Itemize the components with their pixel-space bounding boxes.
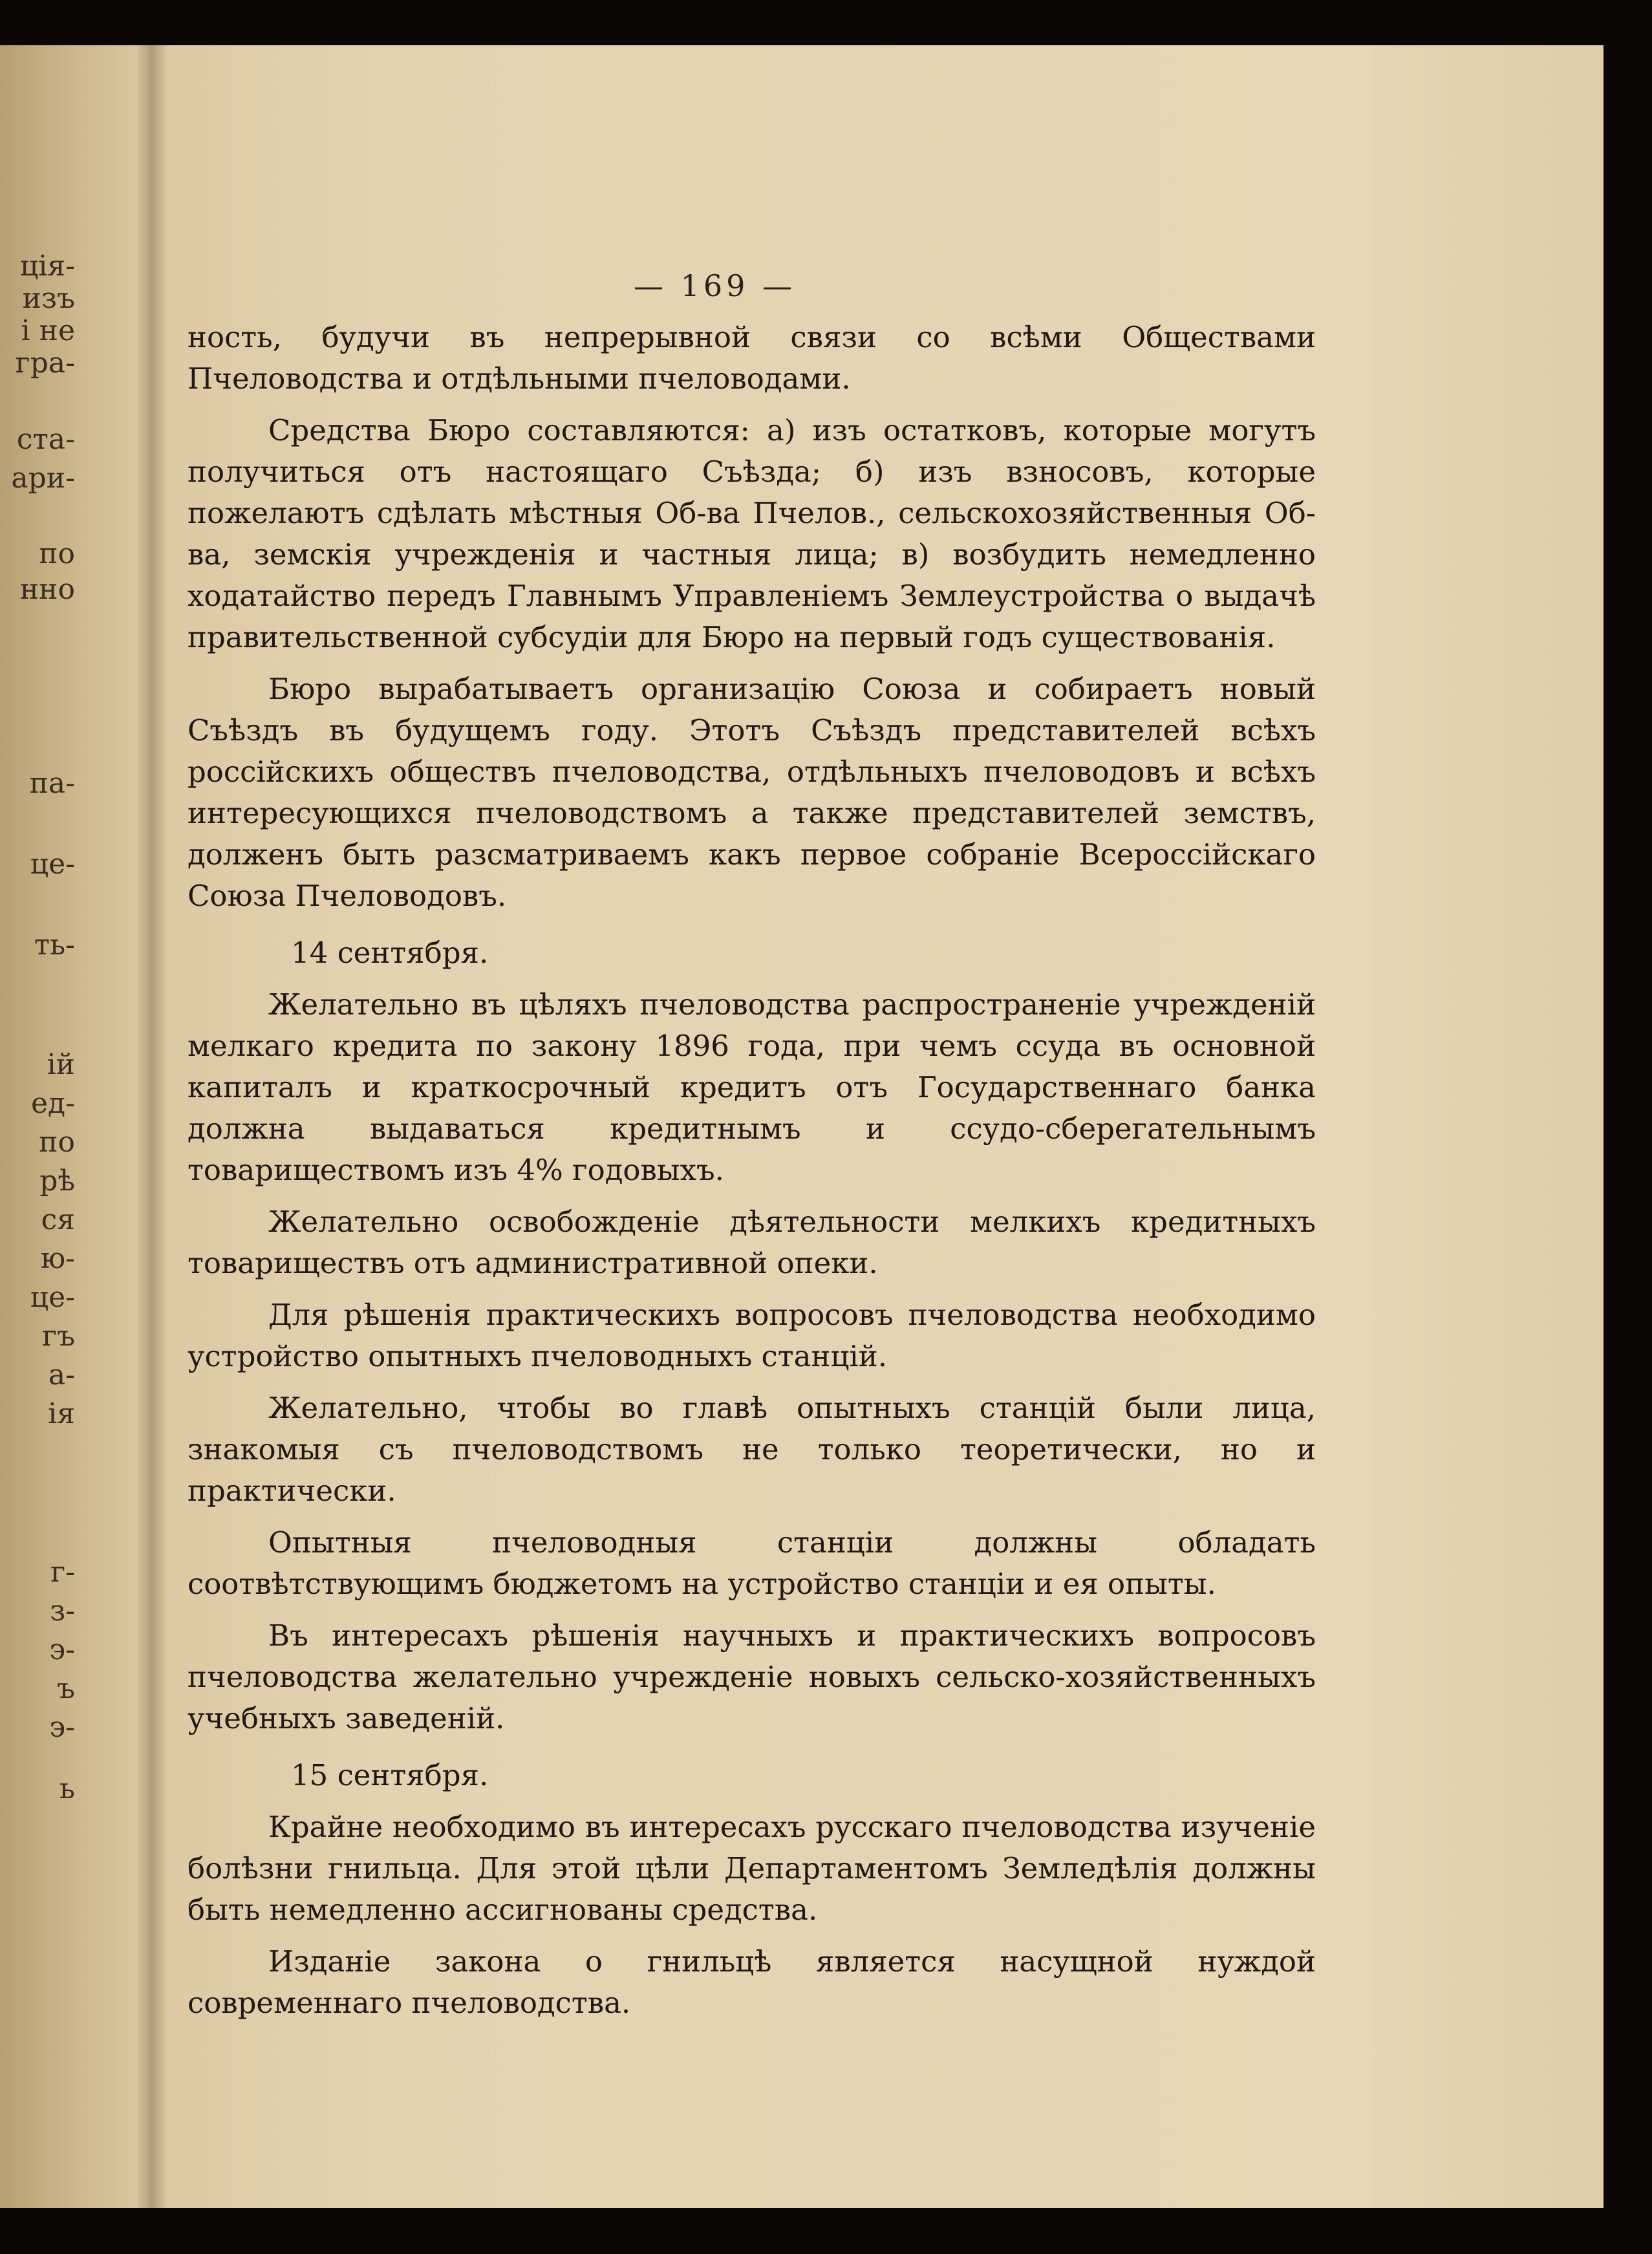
- paragraph: Изданіе закона о гнильцѣ является насущной нуждой современнаго пчеловодства.: [188, 1944, 1316, 2020]
- paragraph: Опытныя пчеловодныя станціи должны обладать соотвѣтствующимъ бюджетомъ на устройство станціи и ея опыты.: [188, 1525, 1316, 1601]
- paragraph: Для рѣшенія практическихъ вопросовъ пчеловодства необходимо устройство опытныхъ пчеловодныхъ станцій.: [188, 1298, 1316, 1373]
- page-number: — 169 —: [634, 268, 797, 303]
- margin-fragment: з-: [50, 1594, 75, 1627]
- date-heading: 14 сентября.: [291, 936, 489, 970]
- margin-fragment: ари-: [11, 462, 75, 495]
- margin-fragment: ть-: [34, 928, 75, 961]
- margin-fragment: ій: [47, 1048, 75, 1081]
- date-heading: 15 сентября.: [291, 1758, 489, 1792]
- margin-fragment: ста-: [16, 423, 75, 456]
- margin-fragment: рѣ: [39, 1165, 75, 1197]
- margin-fragment: гъ: [41, 1320, 75, 1353]
- margin-fragment: г-: [50, 1556, 75, 1589]
- book-page: [0, 45, 1604, 2208]
- margin-fragment: а-: [48, 1358, 75, 1391]
- paragraph: Средства Бюро составляются: а) изъ остатковъ, которые могутъ получиться отъ настоящаго Съѣзда; б) изъ взносовъ, которые пожелаютъ сдѣлать мѣстныя Об-ва Пчелов., сельскохозяйственныя Об-ва, земскія учрежденія и частныя лица; в) возбудить немедленно ходатайство передъ Главнымъ Управленіемъ Землеустройства о выдачѣ правительственной субсудіи для Бюро на первый годъ существованія.: [188, 413, 1316, 654]
- paragraph: Крайне необходимо въ интересахъ русскаго пчеловодства изученіе болѣзни гнильца. Для этой цѣли Департаментомъ Земледѣлія должны быть немедленно ассигнованы средства.: [188, 1810, 1316, 1927]
- margin-fragment: і не: [21, 314, 75, 347]
- paragraph: Желательно въ цѣляхъ пчеловодства распространеніе учрежденій мелкаго кредита по закону 1896 года, при чемъ ссуда въ основной капиталъ и краткосрочный кредитъ отъ Государственнаго банка должна выдаваться кредитнымъ и ссудо-сберегательнымъ товариществомъ изъ 4% годовыхъ.: [188, 987, 1316, 1187]
- margin-fragment: ь: [59, 1772, 75, 1805]
- margin-fragment: изъ: [22, 282, 75, 315]
- body-text: [188, 317, 1316, 2024]
- paragraph: ность, будучи въ непрерывной связи со всѣми Обществами Пчеловодства и отдѣльными пчеловодами.: [188, 320, 1316, 396]
- paragraph: Желательно освобожденіе дѣятельности мелкихъ кредитныхъ товариществъ отъ административной опеки.: [188, 1205, 1316, 1280]
- paragraph: Въ интересахъ рѣшенія научныхъ и практическихъ вопросовъ пчеловодства желательно учрежденіе новыхъ сельско-хозяйственныхъ учебныхъ заведеній.: [188, 1618, 1316, 1735]
- margin-fragment: ія: [48, 1397, 75, 1430]
- margin-fragment: ед-: [31, 1087, 75, 1120]
- margin-fragment: ъ: [57, 1672, 75, 1705]
- margin-fragment: гра-: [15, 347, 75, 380]
- margin-fragment: по: [39, 537, 75, 570]
- margin-fragment: э-: [49, 1711, 75, 1744]
- margin-fragment: ся: [41, 1203, 75, 1236]
- page-fold-shadow: [136, 45, 168, 2208]
- margin-fragment: ція-: [20, 250, 75, 283]
- previous-page-edge: [0, 246, 84, 1927]
- paragraph: Желательно, чтобы во главѣ опытныхъ станцій были лица, знакомыя съ пчеловодствомъ не только теоретически, но и практически.: [188, 1391, 1316, 1508]
- margin-fragment: нно: [19, 573, 75, 606]
- margin-fragment: по: [39, 1126, 75, 1159]
- margin-fragment: ю-: [40, 1242, 75, 1275]
- paragraph: Бюро вырабатываетъ организацію Союза и собираетъ новый Съѣздъ въ будущемъ году. Этотъ Съѣздъ представителей всѣхъ россійскихъ обществъ пчеловодства, отдѣльныхъ пчеловодовъ и всѣхъ интересующихся пчеловодствомъ а также представителей земствъ, долженъ быть разсматриваемъ какъ первое собраніе Всероссійскаго Союза Пчеловодовъ.: [188, 672, 1316, 913]
- margin-fragment: па-: [29, 767, 75, 800]
- margin-fragment: це-: [30, 848, 75, 881]
- margin-fragment: це-: [30, 1281, 75, 1314]
- margin-fragment: э-: [49, 1633, 75, 1666]
